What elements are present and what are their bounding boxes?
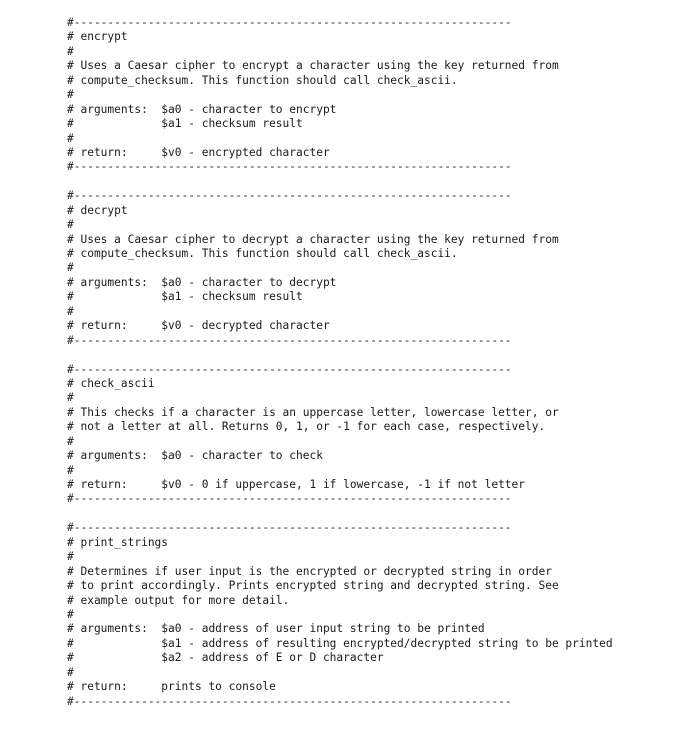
arguments-line: # arguments: $a0 - character to check <box>67 449 323 463</box>
arguments-line: # $a1 - checksum result <box>67 117 303 131</box>
blank-line <box>67 175 613 189</box>
comment-divider: #----------------------------------------------------------------- <box>67 16 512 29</box>
comment-line: # <box>67 218 74 232</box>
description-line: # compute_checksum. This function should call check_ascii. <box>67 73 458 87</box>
comment-line: # <box>67 463 74 477</box>
description-line: # example output for more detail. <box>67 593 290 607</box>
blank-line <box>67 348 613 362</box>
comment-divider: #----------------------------------------------------------------- <box>67 362 512 376</box>
comment-line: # <box>67 550 74 564</box>
arguments-line: # arguments: $a0 - character to decrypt <box>67 275 337 289</box>
comment-divider: #----------------------------------------------------------------- <box>67 160 512 174</box>
description-line: # This checks if a character is an uppercase letter, lowercase letter, or <box>67 405 559 419</box>
comment-divider: #----------------------------------------------------------------- <box>67 521 512 535</box>
blank-line <box>67 507 613 521</box>
function-name-check-ascii: # check_ascii <box>67 376 155 390</box>
description-line: # Determines if user input is the encrypted or decrypted string in order <box>67 564 552 578</box>
return-line: # return: $v0 - encrypted character <box>67 145 330 159</box>
code-listing <box>67 16 613 709</box>
comment-line: # <box>67 391 74 405</box>
function-name-encrypt: # encrypt <box>67 30 128 44</box>
return-line: # return: prints to console <box>67 680 276 694</box>
comment-line: # <box>67 434 74 448</box>
comment-line: # <box>67 88 74 102</box>
comment-divider: #----------------------------------------------------------------- <box>67 492 512 506</box>
comment-divider: #----------------------------------------------------------------- <box>67 333 512 347</box>
arguments-line: # $a2 - address of E or D character <box>67 651 384 665</box>
return-line: # return: $v0 - decrypted character <box>67 319 330 333</box>
comment-divider: #----------------------------------------------------------------- <box>67 189 512 203</box>
description-line: # to print accordingly. Prints encrypted string and decrypted string. See <box>67 579 559 593</box>
comment-line: # <box>67 44 74 58</box>
function-name-print-strings: # print_strings <box>67 535 169 549</box>
comment-divider: #----------------------------------------------------------------- <box>67 694 512 708</box>
return-line: # return: $v0 - 0 if uppercase, 1 if lowercase, -1 if not letter <box>67 478 526 491</box>
description-line: # not a letter at all. Returns 0, 1, or -1 for each case, respectively. <box>67 420 546 434</box>
comment-line: # <box>67 607 74 621</box>
description-line: # Uses a Caesar cipher to encrypt a character using the key returned from <box>67 59 559 73</box>
arguments-line: # arguments: $a0 - character to encrypt <box>67 102 337 116</box>
comment-line: # <box>67 665 74 679</box>
function-name-decrypt: # decrypt <box>67 203 128 217</box>
description-line: # compute_checksum. This function should call check_ascii. <box>67 247 458 260</box>
arguments-line: # arguments: $a0 - address of user input string to be printed <box>67 622 485 636</box>
comment-line: # <box>67 304 74 318</box>
description-line: # Uses a Caesar cipher to decrypt a character using the key returned from <box>67 232 559 246</box>
arguments-line: # $a1 - checksum result <box>67 290 303 304</box>
comment-line: # <box>67 131 74 145</box>
comment-line: # <box>67 261 74 275</box>
arguments-line: # $a1 - address of resulting encrypted/decrypted string to be printed <box>67 636 613 650</box>
